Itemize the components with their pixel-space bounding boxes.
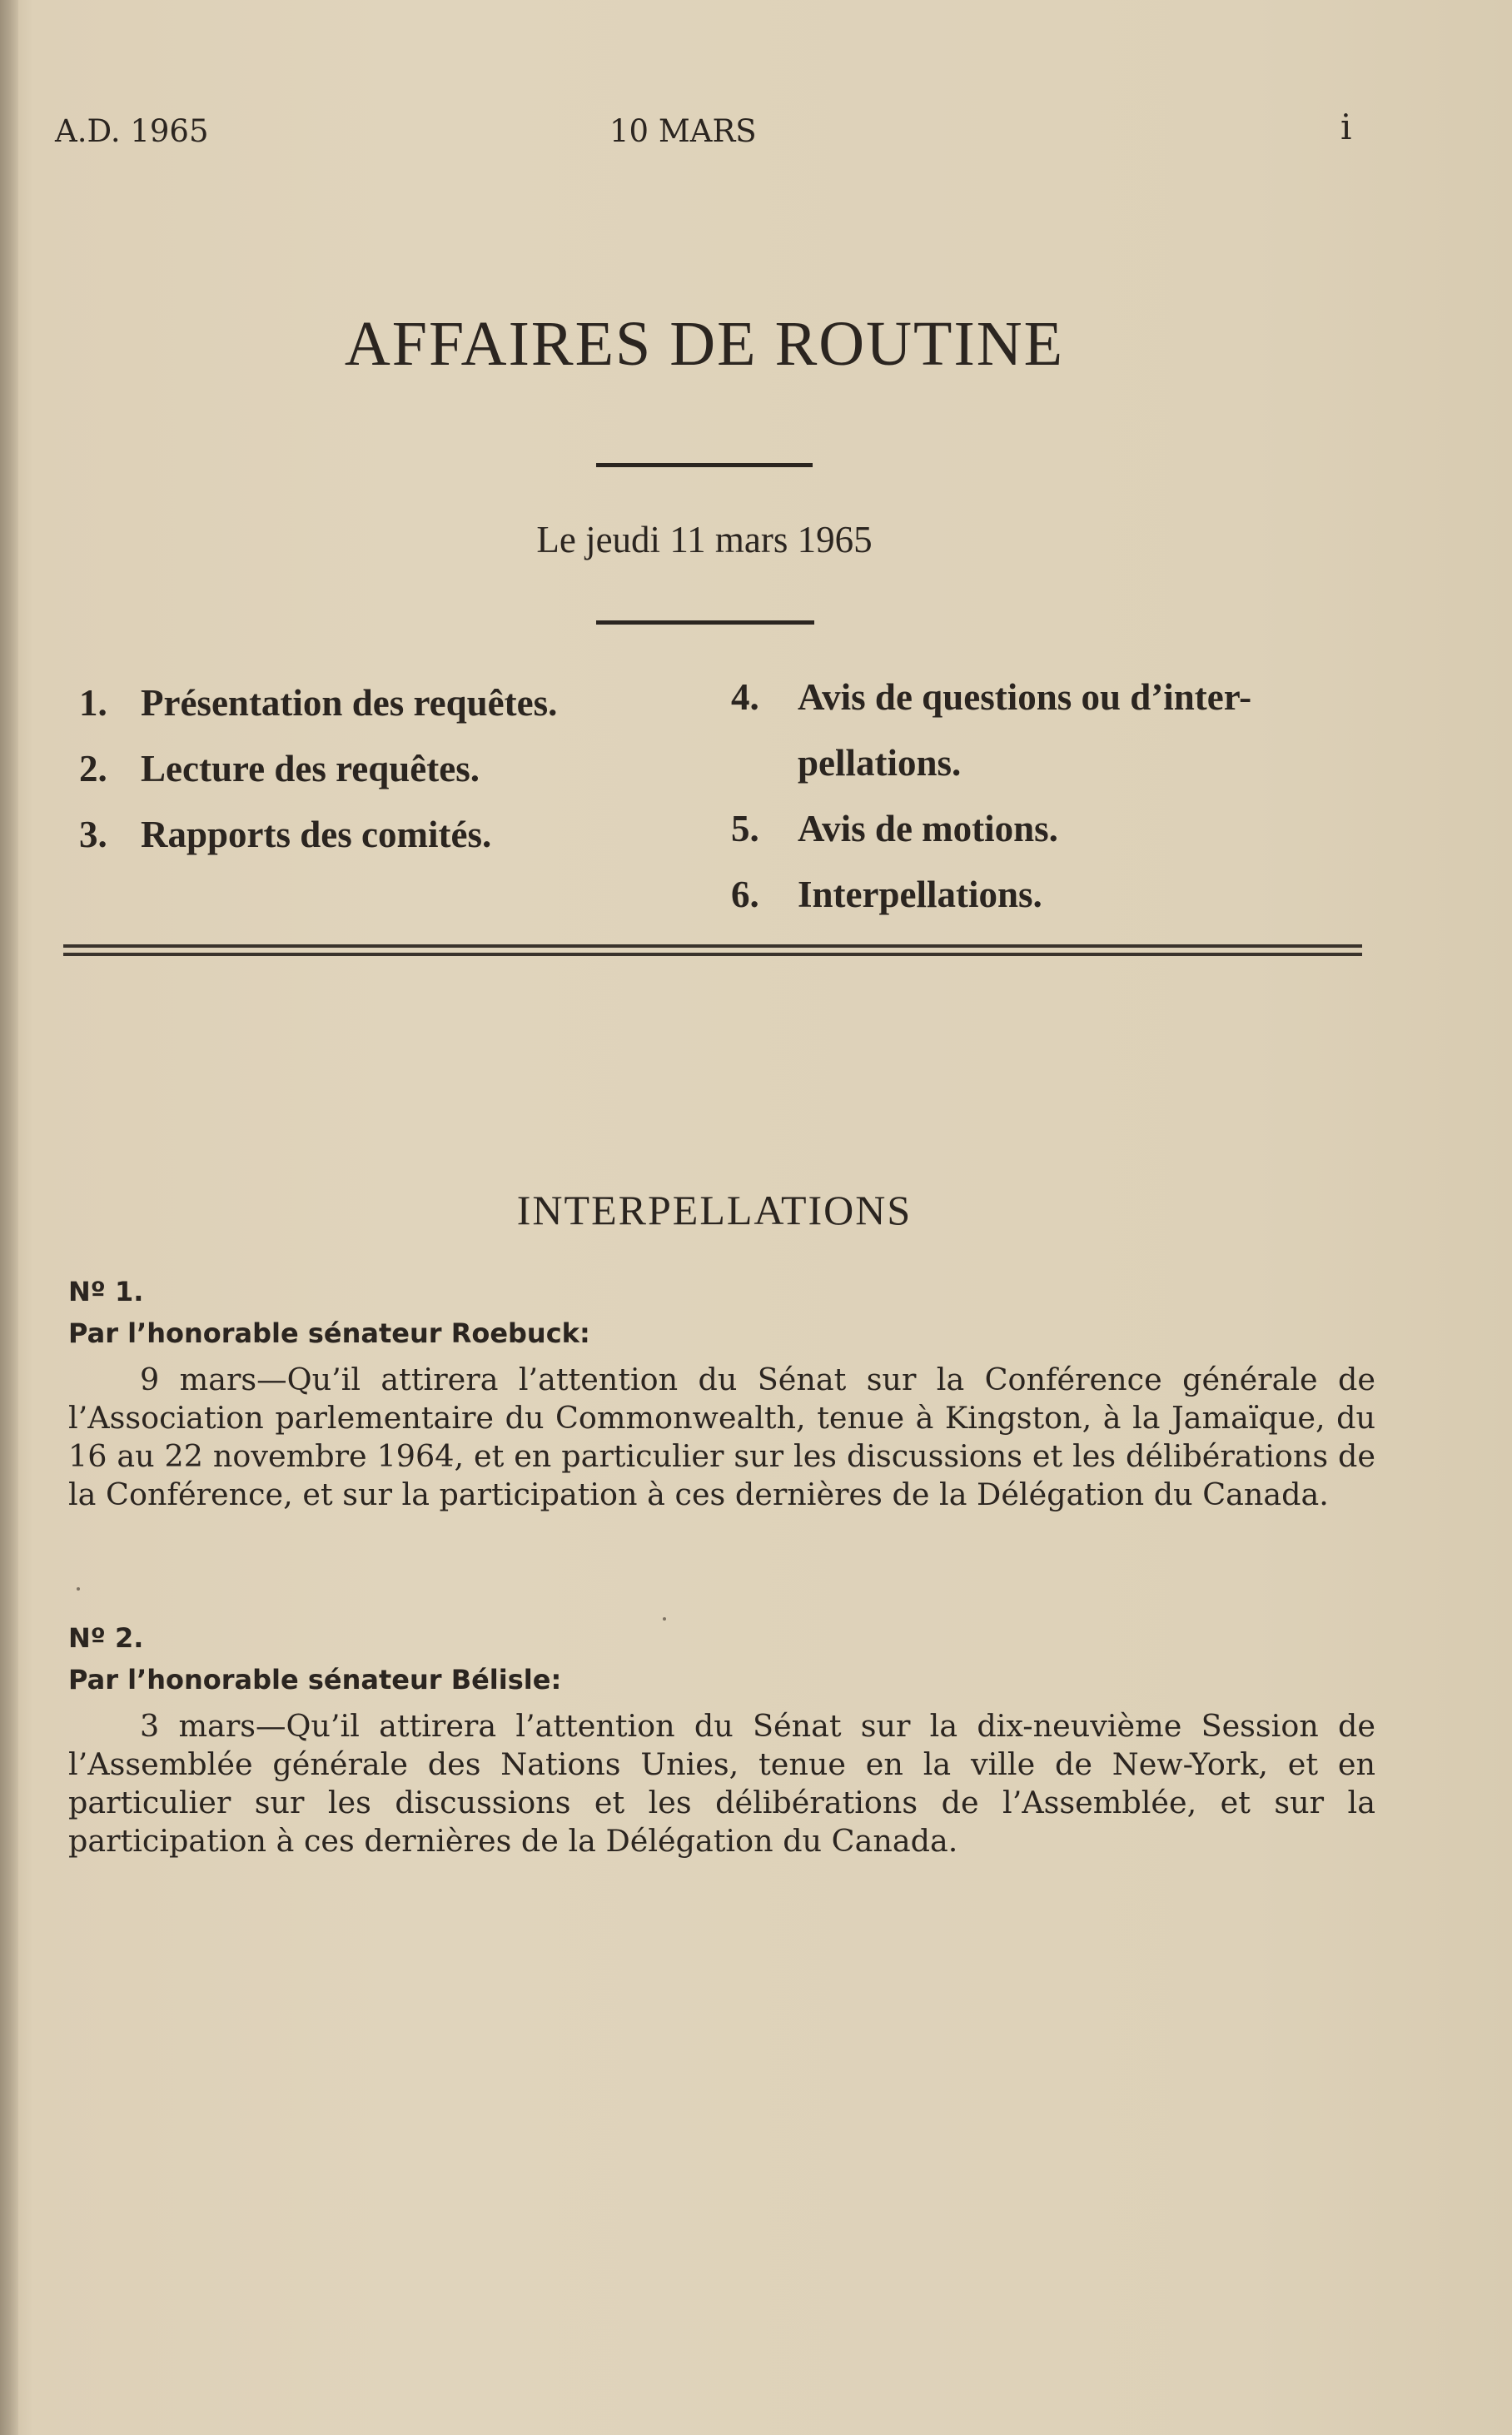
entry-number: Nº 1. — [68, 1276, 144, 1307]
order-item-text: Rapports des comités. — [141, 814, 492, 855]
order-item-number: 6. — [731, 874, 759, 915]
order-item-text: pellations. — [798, 742, 962, 784]
entry-number: Nº 2. — [68, 1622, 144, 1654]
order-item-number: 4. — [731, 676, 759, 718]
paper-speck — [663, 1617, 666, 1621]
header-year: A.D. 1965 — [55, 113, 209, 149]
header-page-number: i — [1340, 107, 1352, 147]
order-item-number: 2. — [79, 748, 107, 789]
entry-text: 9 mars—Qu’il attirera l’attention du Sénat sur la Conférence générale de l’Association parlementaire du Commonwealth, tenue à Kingston, à la Jamaïque, du 16 au 22 novembre 1964, et en particulier sur les discussions et les délibérations de la Conférence, et sur la participation à ces dernières de la Délégation du Canada. — [68, 1362, 1375, 1512]
order-item-text: Lecture des requêtes. — [141, 748, 480, 789]
order-item-number: 3. — [79, 814, 107, 855]
order-item — [79, 670, 662, 736]
interpellation-entry — [68, 1276, 1375, 1514]
entry-text: 3 mars—Qu’il attirera l’attention du Sénat sur la dix-neuvième Session de l’Assemblée générale des Nations Unies, tenue en la ville de New-York, et en particulier sur les discussions et les délibérations de l’Assemblée, et sur la participation à ces dernières de la Délégation du Canada. — [68, 1708, 1375, 1859]
order-item-continuation — [731, 730, 1380, 796]
entry-author: Par l’honorable sénateur Bélisle: — [68, 1664, 562, 1696]
order-item-number: 5. — [731, 808, 759, 849]
title-divider — [596, 463, 813, 467]
order-item — [731, 862, 1380, 928]
order-item — [79, 736, 662, 802]
section-title: INTERPELLATIONS — [516, 1187, 913, 1233]
paper-speck — [77, 1587, 80, 1591]
order-item-text: Avis de questions ou d’inter- — [798, 676, 1252, 718]
order-list-left — [79, 670, 662, 868]
order-item — [731, 796, 1380, 862]
order-list-right — [731, 665, 1380, 928]
session-date: Le jeudi 11 mars 1965 — [536, 519, 873, 560]
order-item-number — [731, 730, 798, 796]
section-double-divider — [63, 944, 1362, 956]
order-item-text: Interpellations. — [798, 874, 1042, 915]
date-divider — [596, 620, 814, 625]
order-item — [731, 665, 1380, 730]
page-title: AFFAIRES DE ROUTINE — [344, 309, 1065, 379]
order-item-text: Présentation des requêtes. — [141, 682, 558, 724]
order-item-number: 1. — [79, 682, 107, 724]
interpellation-entry — [68, 1622, 1375, 1860]
header-date: 10 MARS — [609, 113, 757, 149]
order-item-text: Avis de motions. — [798, 808, 1058, 849]
entry-author: Par l’honorable sénateur Roebuck: — [68, 1317, 590, 1349]
order-item — [79, 802, 662, 868]
running-header — [0, 107, 1512, 163]
